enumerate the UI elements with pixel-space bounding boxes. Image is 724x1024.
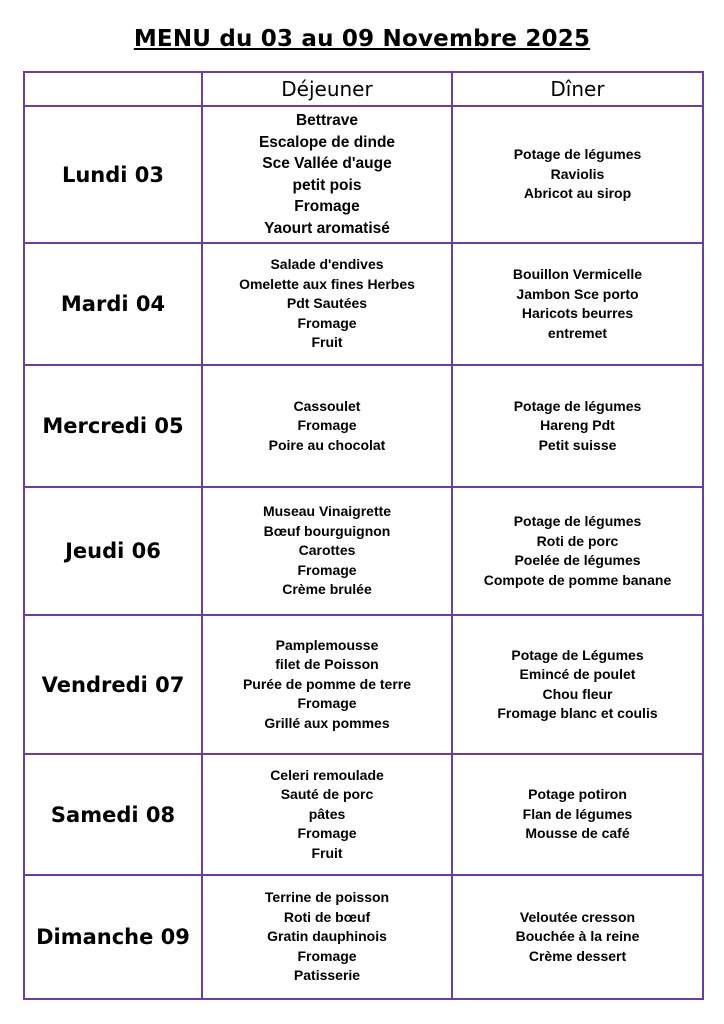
dish-item: Emincé de poulet xyxy=(519,666,636,682)
day-label: Lundi 03 xyxy=(24,106,202,243)
day-row xyxy=(24,243,703,365)
dish-item: Fromage xyxy=(294,198,360,215)
dish-item: Grillé aux pommes xyxy=(264,714,390,731)
dish-item: Mousse de café xyxy=(525,825,630,842)
lunch-cell xyxy=(202,243,452,365)
dish-item: Purée de pomme de terre xyxy=(242,675,412,692)
dish-item: Abricot au sirop xyxy=(523,185,632,202)
dish-item: Potage de légumes xyxy=(513,397,642,414)
lunch-cell xyxy=(202,106,452,243)
dish-item: filet de Poisson xyxy=(275,656,379,673)
dish-item: Potage de légumes xyxy=(513,146,642,163)
dish-item: entremet xyxy=(547,324,608,341)
dish-item: Roti de bœuf xyxy=(283,908,371,925)
dish-item: Fromage xyxy=(297,947,357,964)
dish-item: Pdt Sautées xyxy=(286,295,368,312)
day-row xyxy=(24,754,703,875)
dish-item: Compote de pomme banane xyxy=(483,571,672,588)
dish-item: Chou fleur xyxy=(542,685,613,702)
dish-item: pâtes xyxy=(308,805,346,822)
day-label: Mercredi 05 xyxy=(24,365,202,487)
dish-item: Celeri remoulade xyxy=(270,766,384,783)
dinner-cell xyxy=(452,754,703,875)
page-title: MENU du 03 au 09 Novembre 2025 xyxy=(133,26,591,52)
day-label: Jeudi 06 xyxy=(24,487,202,615)
lunch-cell xyxy=(202,487,452,615)
dish-item: Bouillon Vermicelle xyxy=(512,266,643,282)
dish-item: Fromage xyxy=(297,561,357,578)
dish-item: Potage de légumes xyxy=(513,513,642,529)
lunch-cell xyxy=(202,754,452,875)
dish-item: Fromage xyxy=(297,695,357,712)
dish-item: Potage de Légumes xyxy=(511,646,644,663)
dish-item: petit pois xyxy=(292,176,362,194)
lunch-cell xyxy=(202,875,452,999)
dish-item: Sce Vallée d'auge xyxy=(262,155,392,172)
dish-item: Cassoulet xyxy=(293,397,361,414)
dish-item: Jambon Sce porto xyxy=(516,285,639,302)
dish-item: Haricots beurres xyxy=(521,305,634,321)
dish-item: Potage potiron xyxy=(528,786,627,803)
dish-item: Poire au chocolat xyxy=(268,436,386,453)
header-lunch: Déjeuner xyxy=(202,72,452,106)
day-label: Vendredi 07 xyxy=(24,615,202,754)
dish-item: Terrine de poisson xyxy=(264,889,390,906)
header-row xyxy=(24,72,703,106)
dish-item: Petit suisse xyxy=(538,436,617,453)
dish-item: Flan de légumes xyxy=(522,805,633,822)
dish-item: Crème dessert xyxy=(528,947,627,964)
dish-item: Omelette aux fines Herbes xyxy=(239,275,415,292)
dish-item: Bettrave xyxy=(295,112,359,129)
dish-item: Fromage xyxy=(297,314,357,331)
dish-item: Carottes xyxy=(298,542,356,559)
lunch-cell xyxy=(202,365,452,487)
day-row xyxy=(24,365,703,487)
dinner-cell xyxy=(452,875,703,999)
dish-item: Fruit xyxy=(311,334,343,351)
dish-item: Patisserie xyxy=(293,967,361,984)
dinner-cell xyxy=(452,487,703,615)
dish-item: Fromage xyxy=(297,417,357,434)
dish-item: Museau Vinaigrette xyxy=(262,503,392,520)
dinner-cell xyxy=(452,106,703,243)
dish-item: Bœuf bourguignon xyxy=(263,522,391,539)
day-row xyxy=(24,875,703,999)
header-dinner: Dîner xyxy=(452,72,703,106)
dish-item: Pamplemousse xyxy=(275,636,379,653)
dish-item: Crème brulée xyxy=(282,581,372,598)
day-label: Mardi 04 xyxy=(24,243,202,365)
lunch-cell xyxy=(202,615,452,754)
dish-item: Veloutée cresson xyxy=(519,908,636,925)
dinner-cell xyxy=(452,243,703,365)
day-row xyxy=(24,487,703,615)
dish-item: Poelée de légumes xyxy=(514,552,641,568)
dish-item: Bouchée à la reine xyxy=(515,928,640,945)
dinner-cell xyxy=(452,365,703,487)
dish-item: Yaourt aromatisé xyxy=(264,219,390,237)
menu-table xyxy=(23,71,704,1000)
dish-item: Raviolis xyxy=(550,165,605,182)
day-row xyxy=(24,106,703,243)
dish-item: Sauté de porc xyxy=(280,786,374,803)
dish-item: Gratin dauphinois xyxy=(267,928,387,945)
day-label: Dimanche 09 xyxy=(24,875,202,999)
dish-item: Hareng Pdt xyxy=(540,417,615,434)
dish-item: Roti de porc xyxy=(536,532,619,549)
dish-item: Salade d'endives xyxy=(270,256,384,273)
day-label: Samedi 08 xyxy=(24,754,202,875)
dinner-cell xyxy=(452,615,703,754)
day-row xyxy=(24,615,703,754)
dish-item: Fromage blanc et coulis xyxy=(497,705,658,721)
dish-item: Fromage xyxy=(297,825,357,842)
dish-item: Escalope de dinde xyxy=(258,133,396,151)
dish-item: Fruit xyxy=(311,844,343,861)
header-corner-cell xyxy=(24,72,202,106)
